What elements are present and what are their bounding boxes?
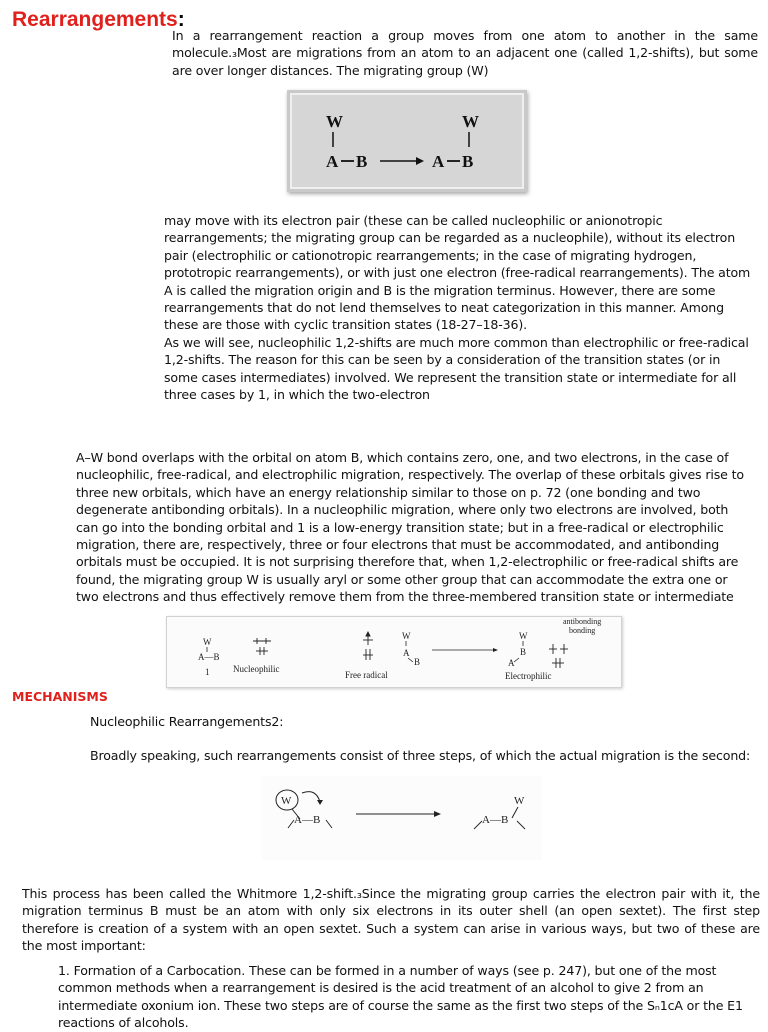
intro-paragraph: In a rearrangement reaction a group moves from one atom to another in the same molecule.₃Most are migrations from an atom to an adjacent one (called 1,2-shifts), but some are over longer distances. The migrating group (W) bbox=[172, 28, 758, 78]
start-b-substituent bbox=[326, 820, 332, 828]
w-left-label: W bbox=[326, 112, 343, 131]
end-w-label: W bbox=[514, 795, 525, 807]
bond-w-b bbox=[512, 807, 518, 818]
free-radical-a-label: A bbox=[403, 648, 410, 658]
migrating-w-label: W bbox=[281, 795, 292, 807]
b-left-label: B bbox=[356, 152, 368, 171]
body-paragraph-2b: As we will see, nucleophilic 1,2-shifts are much more common than electrophilic or free-radical 1,2-shifts. The reason for this can be seen by a consideration of the transition states (or in some cases intermediates) involved. We represent the transition state or intermediate for all three cases by 1, in which the two-electron bbox=[164, 334, 749, 403]
free-radical-b-label: B bbox=[414, 657, 421, 667]
mechanisms-heading: MECHANISMS bbox=[12, 689, 108, 704]
electrophilic-b-label: B bbox=[520, 647, 527, 657]
struct-number: 1 bbox=[205, 667, 210, 677]
page-title bbox=[12, 8, 185, 32]
bonding-label: bonding bbox=[569, 626, 596, 635]
orbital-diagram-svg bbox=[167, 617, 621, 687]
b-right-label: B bbox=[462, 152, 474, 171]
a-right-label: A bbox=[432, 152, 445, 171]
body-paragraph-2 bbox=[164, 212, 752, 403]
end-a-substituent bbox=[474, 821, 482, 829]
body-paragraph-2a: may move with its electron pair (these can be called nucleophilic or anionotropic rearrangements; the migrating group can be regarded as a nucleophile), without its electron pair (electrophilic or cationotropic rearrangements; in the case of migrating hydrogen, prototropic rearrangements), or with just one electron (free-radical rearrangements). The atom A is called the migration origin and B is the migration terminus. However, there are some rearrangements that do not lend themselves to neat categorization in this manner. Among these are those with cyclic transition states (18-27–18-36). bbox=[164, 213, 751, 333]
end-b-substituent bbox=[517, 821, 525, 829]
free-radical-levels-icon bbox=[363, 632, 373, 660]
antibonding-label: antibonding bbox=[563, 617, 602, 626]
end-ab-label: A—B bbox=[482, 814, 509, 826]
free-radical-w-label: W bbox=[402, 631, 411, 641]
struct-w-label: W bbox=[203, 637, 212, 647]
whitmore-arrow-head bbox=[434, 811, 441, 817]
curved-arrow-head bbox=[317, 800, 323, 805]
nucleophilic-subheading: Nucleophilic Rearrangements2: bbox=[90, 714, 284, 729]
orbital-arrow-head bbox=[493, 648, 498, 652]
electrophilic-w-label: W bbox=[519, 631, 528, 641]
a-left-label: A bbox=[326, 152, 339, 171]
start-ab-label: A—B bbox=[294, 814, 321, 826]
nucleophilic-levels-icon bbox=[253, 638, 271, 655]
title-text: Rearrangements bbox=[12, 8, 178, 31]
migration-scheme-svg bbox=[290, 93, 524, 189]
w-right-label: W bbox=[462, 112, 479, 131]
free-radical-bond-ab bbox=[408, 658, 413, 662]
reaction-arrow-head bbox=[416, 157, 424, 165]
electrophilic-label: Electrophilic bbox=[505, 671, 552, 681]
mechanisms-intro: Broadly speaking, such rearrangements consist of three steps, of which the actual migration is the second: bbox=[90, 748, 751, 763]
whitmore-shift-svg bbox=[262, 776, 542, 860]
struct-ab-label: A—B bbox=[198, 652, 220, 662]
body-paragraph-3: A–W bond overlaps with the orbital on atom B, which contains zero, one, and two electrons, in the case of nucleophilic, free-radical, and electrophilic migration, respectively. The overlap of these orbitals gives rise to three new orbitals, which have an energy relationship similar to those on p. 72 (one bonding and two degenerate antibonding orbitals). In a nucleophilic migration, where only two electrons are involved, both can go into the bonding orbital and 1 is a low-energy transition state; but in a free-radical or electrophilic migration, there are, respectively, three or four electrons that must be accommodated, and antibonding orbitals must be occupied. It is not surprising therefore that, when 1,2-electrophilic or free-radical shifts are found, the migrating group W is usually aryl or some other group that can accommodate the extra one or two electrons and thus effectively remove them from the three-membered transition state or intermediate bbox=[76, 450, 744, 605]
electrophilic-a-label: A bbox=[508, 658, 515, 668]
nucleophilic-label: Nucleophilic bbox=[233, 664, 280, 674]
carbocation-paragraph: 1. Formation of a Carbocation. These can be formed in a number of ways (see p. 247), but one of the most common methods when a rearrangement is desired is the acid treatment of an alcohol to give 2 from an intermediate oxonium ion. These two steps are of course the same as the first two steps of the Sₙ1cA or the E1 reactions of alcohols. bbox=[58, 963, 743, 1031]
whitmore-paragraph: This process has been called the Whitmore 1,2-shift.₃Since the migrating group carries the electron pair with it, the migration terminus B must be an atom with only six electrons in its outer shell (an open sextet). The first step therefore is creation of a system with an open sextet. Such a system can arise in various ways, but two of these are the most important: bbox=[22, 886, 760, 954]
free-radical-label: Free radical bbox=[345, 670, 388, 680]
title-colon: : bbox=[177, 8, 185, 31]
orbital-diagram-figure bbox=[166, 616, 622, 688]
electrophilic-bond-ab bbox=[514, 658, 519, 662]
electrophilic-levels-icon bbox=[549, 644, 568, 668]
whitmore-shift-figure bbox=[262, 776, 542, 860]
migration-scheme-figure bbox=[287, 90, 527, 192]
